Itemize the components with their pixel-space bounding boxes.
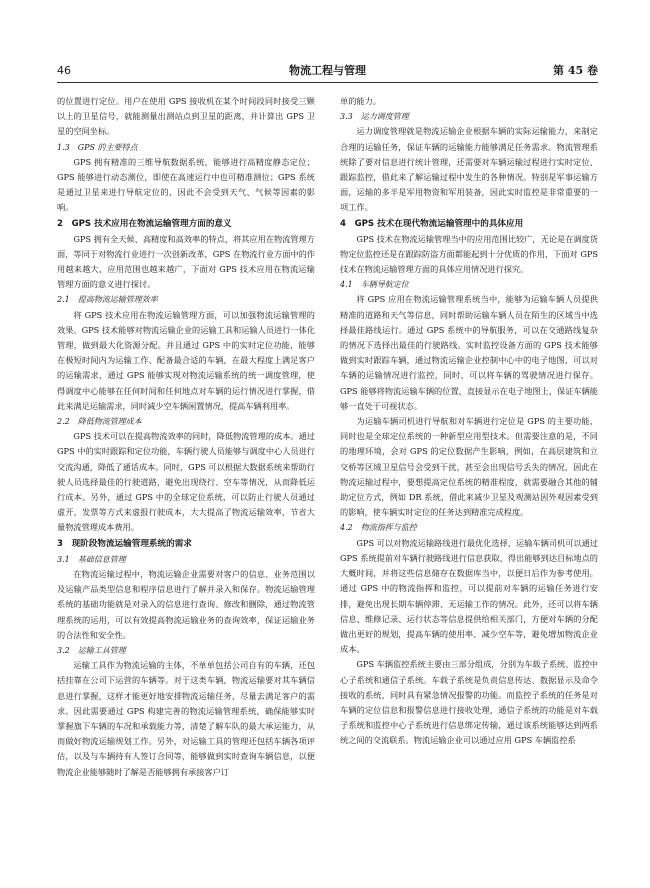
subsection-heading: 1.3 GPS 的主要特点 bbox=[57, 142, 138, 152]
volume-label: 第 45 卷 bbox=[553, 64, 598, 77]
paragraph: GPS 技术可以在提高物流效率的同时，降低物流管理的成本。通过 GPS 中的实时跟踪和定位功能，车辆行驶人员能够与调度中心人员进行交流沟通，降低了通话成本。同时，GPS 可以根据大数据系统来帮助行驶人员选择最佳的行驶道路，避免出现绕行、空车等情况，从而降低运行成本。另外，通过 GPS 中的全球定位系统，可以防止行驶人员通过虚开，发票等方式来虚报行驶成本，大大提高了物流运输效率，节省大量物流管理成本费用。 bbox=[57, 431, 315, 533]
header-divider bbox=[57, 82, 598, 83]
paragraph: 将 GPS 技术应用在物流运输管理方面，可以加强物流运输管理的效果。GPS 技术能够对物流运输企业的运输工具和运输人员进行一体化管理，做到最大化资源分配。并且通过 GPS 中的实时定位功能，能够在极短时间内为运输工作、配备最合适的车辆，在最大程度上满足客户的运输需求，通过 GPS 能够实现对物流运输系统的统一调度管理，使得调度中心能够在任何时间和任何地点对车辆的运行情况进行掌握，借此来满足运输需求，同时减少空车辆闲置情况，提高车辆利用率。 bbox=[57, 309, 315, 411]
subsection-heading: 4.2 物流指挥与监控 bbox=[340, 523, 417, 533]
subsection-heading: 2.2 降低物流管理成本 bbox=[57, 417, 142, 427]
paragraph: 在物流运输过程中，物流运输企业需要对客户的信息、业务范围以及运输产品类型信息和程序信息进行了解并录入和保存。物流运输管理系统的基础功能就是对录入的信息进行查询、修改和删除，通过物流管理系统的运用，可以有效提高物流运输业务的查询效率，保证运输业务的合法性和安全性。 bbox=[57, 568, 315, 640]
subsection-heading: 3.3 运力调度管理 bbox=[340, 112, 409, 122]
paragraph: 的位置进行定位。用户在使用 GPS 接收机在某个时间段同时接受三颗以上的卫星信号，就能测量出测站点到卫星的距离，并计算出 GPS 卫星的空间坐标。 bbox=[57, 96, 315, 137]
right-column bbox=[340, 94, 598, 749]
running-header bbox=[57, 64, 598, 84]
paragraph: 将 GPS 应用在物流运输管理系统当中，能够为运输车辆人员提供精准的道路和天气等信息，同时帮助运输车辆人员在陌生的区域当中选择最佳路线运行。通过 GPS 系统中的导航服务，可以在交通路线复杂的情况下选择出最佳的行驶路线。实时监控设备方面的 GPS 技术能够做到实时跟踪车辆，通过物流运输企业控制中心中的电子地图，可以对车辆的运输情况进行监控，同时，可以将车辆的驾驶情况进行保存。GPS 能够将物流运输车辆的位置，直接显示在电子地图上，保证车辆能够一直处于可视状态。 bbox=[340, 294, 598, 411]
paragraph: 单的能力。 bbox=[340, 96, 381, 106]
paragraph: GPS 车辆监控系统主要由三部分组成，分别为车载子系统、监控中心子系统和通信子系统。车载子系统是负责信息传达、数据显示及命令接收的系统，同时具有紧急情况报警的功能。而监控子系统的任务是对车辆的定位信息和报警信息进行接收处理，通信子系统的功能是对车载子系统和监控中心子系统进行信息绑定传输，通过该系统能够达到两系统之间的交流联系。物流运输企业可以通过应用 GPS 车辆监控系 bbox=[340, 659, 598, 746]
subsection-heading: 3.2 运输工具管理 bbox=[57, 645, 126, 655]
subsection-heading: 2.1 提高物流运输管理效率 bbox=[57, 295, 158, 305]
page-number: 46 bbox=[57, 64, 71, 77]
paragraph: 运输工具作为物流运输的主体，不单单包括公司自有的车辆，还包括挂靠在公司下运营的车辆等。对于这类车辆，物流运输要对其车辆信息进行掌握，这样才能更好地安排物流运输任务，尽量去满足客户的需求。因此需要通过 GPS 构建完善的物流运输管理系统，确保能够实时掌握旗下车辆的车况和承载能力等，清楚了解车队的最大承运能力，从而做好物流运输规划工作。另外，对运输工具的管理还包括车辆各项评估，以及与车辆持有人签订合同等，能够做到实时查询车辆信息，以便物流企业能够随时了解是否能够拥有承接客户订 bbox=[57, 660, 315, 777]
paragraph: GPS 可以对物流运输路线进行最优化选择，运输车辆司机可以通过 GPS 系统提前对车辆行驶路线进行信息获取，得出能够到达目标地点的大概时间，并将这些信息储存在数据库当中，以便日后作为参考使用。通过 GPS 中的物流指挥和监控，可以提前对车辆的运输任务进行安排，避免出现长期车辆停滞、无运输工作的情况。此外，还可以将车辆信息、维修记录、运行状态等信息提供给相关部门，方便对车辆的分配做出更好的规划，提高车辆的使用率、减少空车等，避免增加物流企业成本。 bbox=[340, 537, 598, 655]
left-column bbox=[57, 94, 315, 780]
journal-title: 物流工程与管理 bbox=[289, 64, 366, 77]
subsection-heading: 3.1 基础信息管理 bbox=[57, 554, 126, 564]
paragraph: GPS 技术在物流运输管理当中的应用范围比较广，无论是在调度货物定位监控还是在跟踪防盗方面都能起到十分优质的作用，下面对 GPS 技术在物流运输管理方面的具体应用情况进行探究。 bbox=[340, 233, 598, 275]
paragraph: GPS 拥有精准的三维导航数据系统，能够进行高精度静态定位；GPS 能够进行动态测位，即使在高速运行中也可精准测位；GPS 系统是通过卫星来进行导航定位的，因此不会受到天气、气候等因素的影响。 bbox=[57, 156, 315, 213]
paragraph: GPS 拥有全天候、高精度和高效率的特点，将其应用在物流管理方面，等同于对物流行业进行一次创新改革，GPS 在物流行业方面中的作用越来越大，应用范围也越来越广，下面对 GPS 技术应用在物流运输管理方面的意义进行探讨。 bbox=[57, 233, 315, 290]
section-heading: 2 GPS 技术应用在物流运输管理方面的意义 bbox=[57, 218, 232, 229]
subsection-heading: 4.1 车辆导航定位 bbox=[340, 280, 409, 290]
paragraph: 为运输车辆司机进行导航和对车辆进行定位是 GPS 的主要功能，同时也是全球定位系统的一种新型应用型技术。但需要注意的是，不同的地理环境，会对 GPS 的定位数据产生影响，例如，在高层建筑和立交桥等区域卫星信号会受到干扰，甚至会出现信号丢失的情况，因此在物流运输过程中，要想提高定位系统的精准程度，就需要融合其他的辅助定位方式，例如 DR 系统，借此来减少卫星及观测站因外观因素受到的影响，使车辆实时定位的任务达到精准完成程度。 bbox=[340, 416, 598, 518]
section-heading: 3 现阶段物流运输管理系统的需求 bbox=[57, 538, 192, 549]
section-heading: 4 GPS 技术在现代物流运输管理中的具体应用 bbox=[340, 218, 524, 229]
paragraph: 运力调度管理就是物流运输企业根据车辆的实际运输能力，来制定合理的运输任务，保证车辆的运输能力能够满足任务需求。物流管理系统除了要对信息进行统计管理，还需要对车辆运输过程进行实时定位、跟踪监控，借此来了解运输过程中发生的各种情况。特别是军事运输方面，运输的多半是军用物资和军用装备，因此实时监控是非常重要的一项工作。 bbox=[340, 126, 598, 213]
